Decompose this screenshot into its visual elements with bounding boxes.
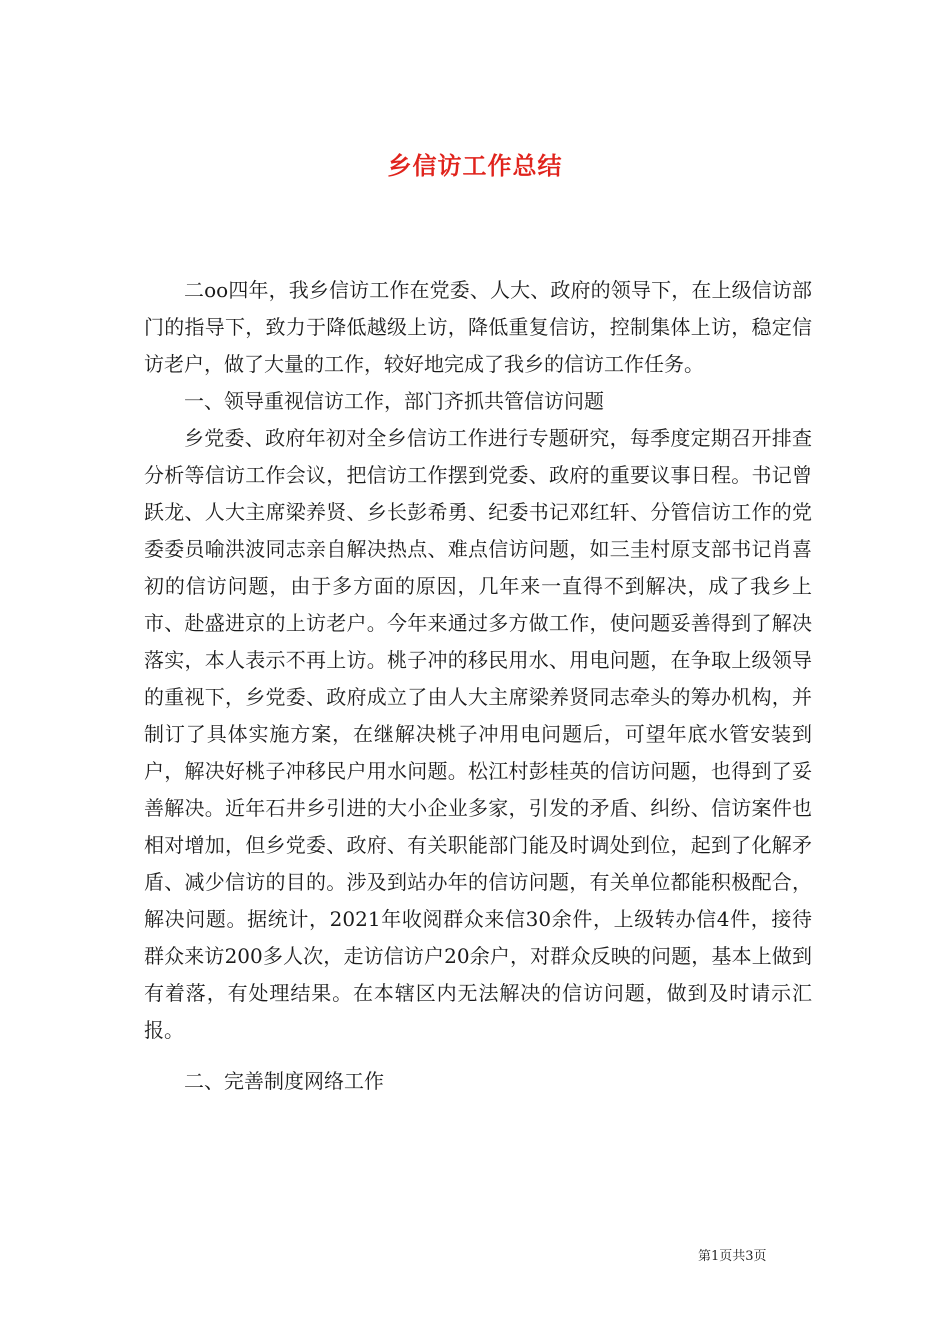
section-heading-1: 一、领导重视信访工作，部门齐抓共管信访问题 (184, 389, 604, 413)
section-heading-2: 二、完善制度网络工作 (184, 1069, 384, 1093)
intro-paragraph: 二oo四年，我乡信访工作在党委、人大、政府的领导下，在上级信访部门的指导下，致力于降低越级上访，降低重复信访，控制集体上访，稳定信访老户，做了大量的工作，较好地完成了我乡的信访工作任务。 (144, 278, 812, 376)
page-number: 第1页共3页 (698, 1249, 767, 1264)
document-title: 乡信访工作总结 (387, 151, 563, 181)
section-1-paragraph: 乡党委、政府年初对全乡信访工作进行专题研究，每季度定期召开排查分析等信访工作会议，把信访工作摆到党委、政府的重要议事日程。书记曾跃龙、人大主席梁养贤、乡长彭希勇、纪委书记邓红轩、分管信访工作的党委委员喻洪波同志亲自解决热点、难点信访问题，如三圭村原支部书记肖喜初的信访问题，由于多方面的原因，几年来一直得不到解决，成了我乡上市、赴盛进京的上访老户。今年来通过多方做工作，使问题妥善得到了解决落实，本人表示不再上访。桃子冲的移民用水、用电问题，在争取上级领导的重视下，乡党委、政府成立了由人大主席梁养贤同志牵头的筹办机构，并制订了具体实施方案，在继解决桃子冲用电问题后，可望年底水管安装到户，解决好桃子冲移民户用水问题。松江村彭桂英的信访问题，也得到了妥善解决。近年石井乡引进的大小企业多家，引发的矛盾、纠纷、信访案件也相对增加，但乡党委、政府、有关职能部门能及时调处到位，起到了化解矛盾、减少信访的目的。涉及到站办年的信访问题，有关单位都能积极配合，解决问题。据统计，2021年收阅群众来信30余件，上级转办信4件，接待群众来访200多人次，走访信访户20余户，对群众反映的问题，基本上做到有着落，有处理结果。在本辖区内无法解决的信访问题，做到及时请示汇报。 (144, 426, 812, 1042)
document-body (144, 272, 812, 1100)
